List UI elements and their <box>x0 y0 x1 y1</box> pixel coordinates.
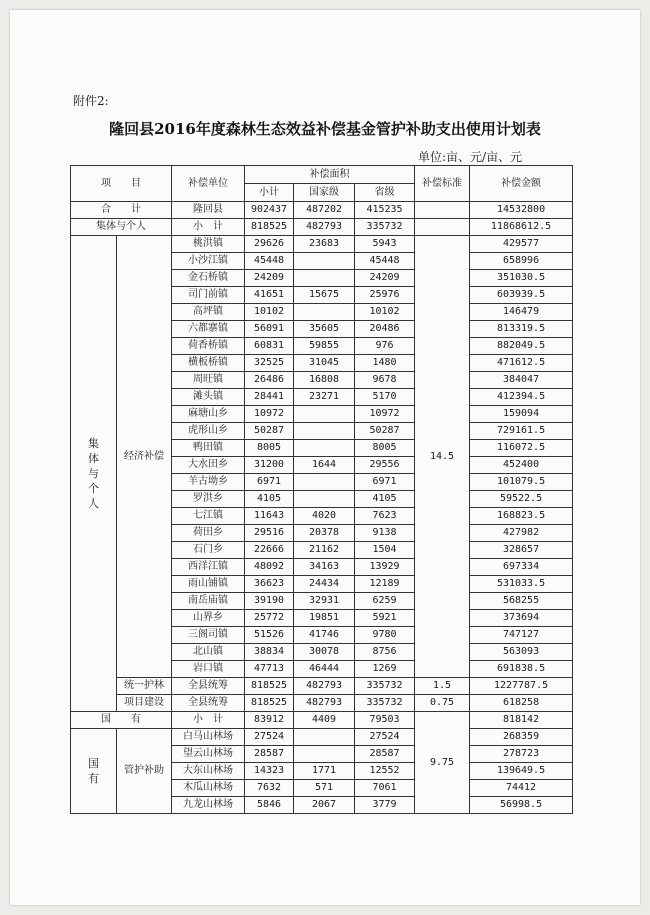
unit-label: 单位:亩、元/亩、元 <box>418 150 523 164</box>
town-name: 大水田乡 <box>172 457 245 474</box>
town-provincial: 5921 <box>355 610 415 627</box>
town-national <box>294 440 355 457</box>
total-row <box>71 202 573 219</box>
town-amount: 116072.5 <box>470 440 573 457</box>
town-national: 15675 <box>294 287 355 304</box>
town-subtotal: 41651 <box>245 287 294 304</box>
town-provincial: 9678 <box>355 372 415 389</box>
town-subtotal: 47713 <box>245 661 294 678</box>
town-national: 23271 <box>294 389 355 406</box>
unified-row <box>71 678 573 695</box>
town-amount: 882049.5 <box>470 338 573 355</box>
farm-amount: 74412 <box>470 780 573 797</box>
total-subtotal: 902437 <box>245 202 294 219</box>
town-provincial: 12189 <box>355 576 415 593</box>
project-national: 482793 <box>294 695 355 712</box>
collective-summary-unit: 小 计 <box>172 219 245 236</box>
town-name: 山界乡 <box>172 610 245 627</box>
town-national <box>294 406 355 423</box>
unified-label: 统一护林 <box>117 678 172 695</box>
town-national: 34163 <box>294 559 355 576</box>
town-subtotal: 6971 <box>245 474 294 491</box>
town-subtotal: 39190 <box>245 593 294 610</box>
unified-unit: 全县统筹 <box>172 678 245 695</box>
town-subtotal: 10972 <box>245 406 294 423</box>
unified-subtotal: 818525 <box>245 678 294 695</box>
header-standard: 补偿标准 <box>415 166 470 202</box>
town-national: 1644 <box>294 457 355 474</box>
town-amount: 146479 <box>470 304 573 321</box>
town-name: 横板桥镇 <box>172 355 245 372</box>
farm-national: 1771 <box>294 763 355 780</box>
town-subtotal: 8005 <box>245 440 294 457</box>
header-amount: 补偿金额 <box>470 166 573 202</box>
town-provincial: 10972 <box>355 406 415 423</box>
town-amount: 412394.5 <box>470 389 573 406</box>
farm-name: 木瓜山林场 <box>172 780 245 797</box>
town-name: 桃洪镇 <box>172 236 245 253</box>
farm-subtotal: 14323 <box>245 763 294 780</box>
town-subtotal: 32525 <box>245 355 294 372</box>
state-summary-provincial: 79503 <box>355 712 415 729</box>
total-amount: 14532800 <box>470 202 573 219</box>
town-national: 21162 <box>294 542 355 559</box>
collective-summary-label: 集体与个人 <box>71 219 172 236</box>
town-subtotal: 24209 <box>245 270 294 287</box>
farm-provincial: 12552 <box>355 763 415 780</box>
header-row <box>71 166 573 184</box>
collective-summary-provincial: 335732 <box>355 219 415 236</box>
town-subtotal: 28441 <box>245 389 294 406</box>
collective-summary-standard <box>415 219 470 236</box>
town-subtotal: 51526 <box>245 627 294 644</box>
farm-provincial: 3779 <box>355 797 415 814</box>
header-unit: 补偿单位 <box>172 166 245 202</box>
town-amount: 691838.5 <box>470 661 573 678</box>
town-amount: 59522.5 <box>470 491 573 508</box>
page-title: 隆回县2016年度森林生态效益补偿基金管护补助支出使用计划表 <box>109 120 541 138</box>
town-row <box>71 236 573 253</box>
town-name: 金石桥镇 <box>172 270 245 287</box>
town-provincial: 24209 <box>355 270 415 287</box>
town-amount: 658996 <box>470 253 573 270</box>
town-subtotal: 48092 <box>245 559 294 576</box>
farm-amount: 278723 <box>470 746 573 763</box>
town-name: 南岳庙镇 <box>172 593 245 610</box>
farm-national: 571 <box>294 780 355 797</box>
town-name: 司门前镇 <box>172 287 245 304</box>
town-national: 4020 <box>294 508 355 525</box>
project-row <box>71 695 573 712</box>
state-summary-label: 国 有 <box>71 712 172 729</box>
town-provincial: 7623 <box>355 508 415 525</box>
town-provincial: 5170 <box>355 389 415 406</box>
town-national <box>294 491 355 508</box>
town-name: 雨山铺镇 <box>172 576 245 593</box>
farm-national <box>294 746 355 763</box>
town-provincial: 29556 <box>355 457 415 474</box>
farm-name: 白马山林场 <box>172 729 245 746</box>
town-amount: 427982 <box>470 525 573 542</box>
town-national <box>294 474 355 491</box>
farm-name: 大东山林场 <box>172 763 245 780</box>
town-national: 16808 <box>294 372 355 389</box>
town-provincial: 20486 <box>355 321 415 338</box>
town-provincial: 10102 <box>355 304 415 321</box>
town-national: 20378 <box>294 525 355 542</box>
header-item: 项 目 <box>71 166 172 202</box>
town-provincial: 6971 <box>355 474 415 491</box>
town-name: 高坪镇 <box>172 304 245 321</box>
header-subtotal: 小计 <box>245 184 294 202</box>
town-amount: 813319.5 <box>470 321 573 338</box>
farm-subtotal: 28587 <box>245 746 294 763</box>
farm-amount: 139649.5 <box>470 763 573 780</box>
town-subtotal: 11643 <box>245 508 294 525</box>
management-group-label: 管护补助 <box>117 729 172 814</box>
town-subtotal: 26486 <box>245 372 294 389</box>
farm-provincial: 7061 <box>355 780 415 797</box>
collective-summary-national: 482793 <box>294 219 355 236</box>
town-subtotal: 31200 <box>245 457 294 474</box>
project-label: 项目建设 <box>117 695 172 712</box>
town-name: 周旺镇 <box>172 372 245 389</box>
town-national: 46444 <box>294 661 355 678</box>
town-amount: 168823.5 <box>470 508 573 525</box>
town-subtotal: 38834 <box>245 644 294 661</box>
farm-subtotal: 7632 <box>245 780 294 797</box>
total-standard <box>415 202 470 219</box>
total-national: 487202 <box>294 202 355 219</box>
farm-amount: 268359 <box>470 729 573 746</box>
farm-amount: 56998.5 <box>470 797 573 814</box>
town-name: 麻塘山乡 <box>172 406 245 423</box>
header-provincial: 省级 <box>355 184 415 202</box>
total-unit: 隆回县 <box>172 202 245 219</box>
farm-row <box>71 729 573 746</box>
economic-group-label: 经济补偿 <box>117 236 172 678</box>
town-amount: 351030.5 <box>470 270 573 287</box>
state-summary-amount: 818142 <box>470 712 573 729</box>
town-provincial: 1269 <box>355 661 415 678</box>
town-amount: 101079.5 <box>470 474 573 491</box>
unified-standard: 1.5 <box>415 678 470 695</box>
town-subtotal: 4105 <box>245 491 294 508</box>
town-national <box>294 304 355 321</box>
town-amount: 563093 <box>470 644 573 661</box>
town-national: 32931 <box>294 593 355 610</box>
town-national: 35605 <box>294 321 355 338</box>
town-national <box>294 253 355 270</box>
project-provincial: 335732 <box>355 695 415 712</box>
plan-table <box>70 165 573 814</box>
town-national <box>294 423 355 440</box>
farm-national: 2067 <box>294 797 355 814</box>
town-subtotal: 50287 <box>245 423 294 440</box>
farm-name: 九龙山林场 <box>172 797 245 814</box>
farm-national <box>294 729 355 746</box>
town-provincial: 1504 <box>355 542 415 559</box>
town-provincial: 13929 <box>355 559 415 576</box>
town-provincial: 5943 <box>355 236 415 253</box>
farm-name: 望云山林场 <box>172 746 245 763</box>
town-amount: 384047 <box>470 372 573 389</box>
town-name: 小沙江镇 <box>172 253 245 270</box>
collective-group-label: 集 体 与 个 人 <box>71 236 117 712</box>
town-national: 59855 <box>294 338 355 355</box>
farm-provincial: 27524 <box>355 729 415 746</box>
town-amount: 603939.5 <box>470 287 573 304</box>
town-name: 七江镇 <box>172 508 245 525</box>
collective-summary-row <box>71 219 573 236</box>
collective-summary-amount: 11868612.5 <box>470 219 573 236</box>
town-amount: 531033.5 <box>470 576 573 593</box>
total-label: 合 计 <box>71 202 172 219</box>
town-amount: 568255 <box>470 593 573 610</box>
town-national <box>294 270 355 287</box>
town-name: 三阁司镇 <box>172 627 245 644</box>
town-amount: 697334 <box>470 559 573 576</box>
town-amount: 729161.5 <box>470 423 573 440</box>
state-summary-national: 4409 <box>294 712 355 729</box>
farm-provincial: 28587 <box>355 746 415 763</box>
town-provincial: 45448 <box>355 253 415 270</box>
town-provincial: 4105 <box>355 491 415 508</box>
town-subtotal: 45448 <box>245 253 294 270</box>
town-amount: 471612.5 <box>470 355 573 372</box>
town-provincial: 50287 <box>355 423 415 440</box>
town-name: 荷田乡 <box>172 525 245 542</box>
town-national: 41746 <box>294 627 355 644</box>
total-provincial: 415235 <box>355 202 415 219</box>
town-name: 虎形山乡 <box>172 423 245 440</box>
state-summary-subtotal: 83912 <box>245 712 294 729</box>
town-name: 鸭田镇 <box>172 440 245 457</box>
collective-summary-subtotal: 818525 <box>245 219 294 236</box>
town-national: 23683 <box>294 236 355 253</box>
town-subtotal: 56091 <box>245 321 294 338</box>
town-provincial: 9138 <box>355 525 415 542</box>
attachment-label: 附件2: <box>73 94 109 108</box>
town-national: 30078 <box>294 644 355 661</box>
town-subtotal: 29516 <box>245 525 294 542</box>
economic-standard: 14.5 <box>415 236 470 678</box>
unified-provincial: 335732 <box>355 678 415 695</box>
town-provincial: 6259 <box>355 593 415 610</box>
project-amount: 618258 <box>470 695 573 712</box>
farm-subtotal: 27524 <box>245 729 294 746</box>
town-amount: 747127 <box>470 627 573 644</box>
town-provincial: 1480 <box>355 355 415 372</box>
town-name: 荷香桥镇 <box>172 338 245 355</box>
unified-national: 482793 <box>294 678 355 695</box>
town-name: 羊古坳乡 <box>172 474 245 491</box>
unified-amount: 1227787.5 <box>470 678 573 695</box>
town-provincial: 976 <box>355 338 415 355</box>
town-provincial: 9780 <box>355 627 415 644</box>
town-amount: 159094 <box>470 406 573 423</box>
town-provincial: 8756 <box>355 644 415 661</box>
header-area: 补偿面积 <box>245 166 415 184</box>
town-name: 石门乡 <box>172 542 245 559</box>
town-name: 罗洪乡 <box>172 491 245 508</box>
town-name: 岩口镇 <box>172 661 245 678</box>
town-amount: 429577 <box>470 236 573 253</box>
town-name: 滩头镇 <box>172 389 245 406</box>
town-amount: 328657 <box>470 542 573 559</box>
town-amount: 373694 <box>470 610 573 627</box>
project-unit: 全县统筹 <box>172 695 245 712</box>
town-national: 19851 <box>294 610 355 627</box>
state-group-label: 国 有 <box>71 729 117 814</box>
town-national: 31045 <box>294 355 355 372</box>
project-standard: 0.75 <box>415 695 470 712</box>
town-subtotal: 10102 <box>245 304 294 321</box>
town-subtotal: 29626 <box>245 236 294 253</box>
project-subtotal: 818525 <box>245 695 294 712</box>
town-name: 西洋江镇 <box>172 559 245 576</box>
state-summary-row <box>71 712 573 729</box>
town-subtotal: 60831 <box>245 338 294 355</box>
town-name: 北山镇 <box>172 644 245 661</box>
header-national: 国家级 <box>294 184 355 202</box>
state-summary-unit: 小 计 <box>172 712 245 729</box>
town-name: 六都寨镇 <box>172 321 245 338</box>
farm-subtotal: 5846 <box>245 797 294 814</box>
town-subtotal: 25772 <box>245 610 294 627</box>
town-subtotal: 22666 <box>245 542 294 559</box>
state-standard: 9.75 <box>415 712 470 814</box>
town-provincial: 25976 <box>355 287 415 304</box>
town-provincial: 8005 <box>355 440 415 457</box>
town-amount: 452400 <box>470 457 573 474</box>
town-national: 24434 <box>294 576 355 593</box>
town-subtotal: 36623 <box>245 576 294 593</box>
